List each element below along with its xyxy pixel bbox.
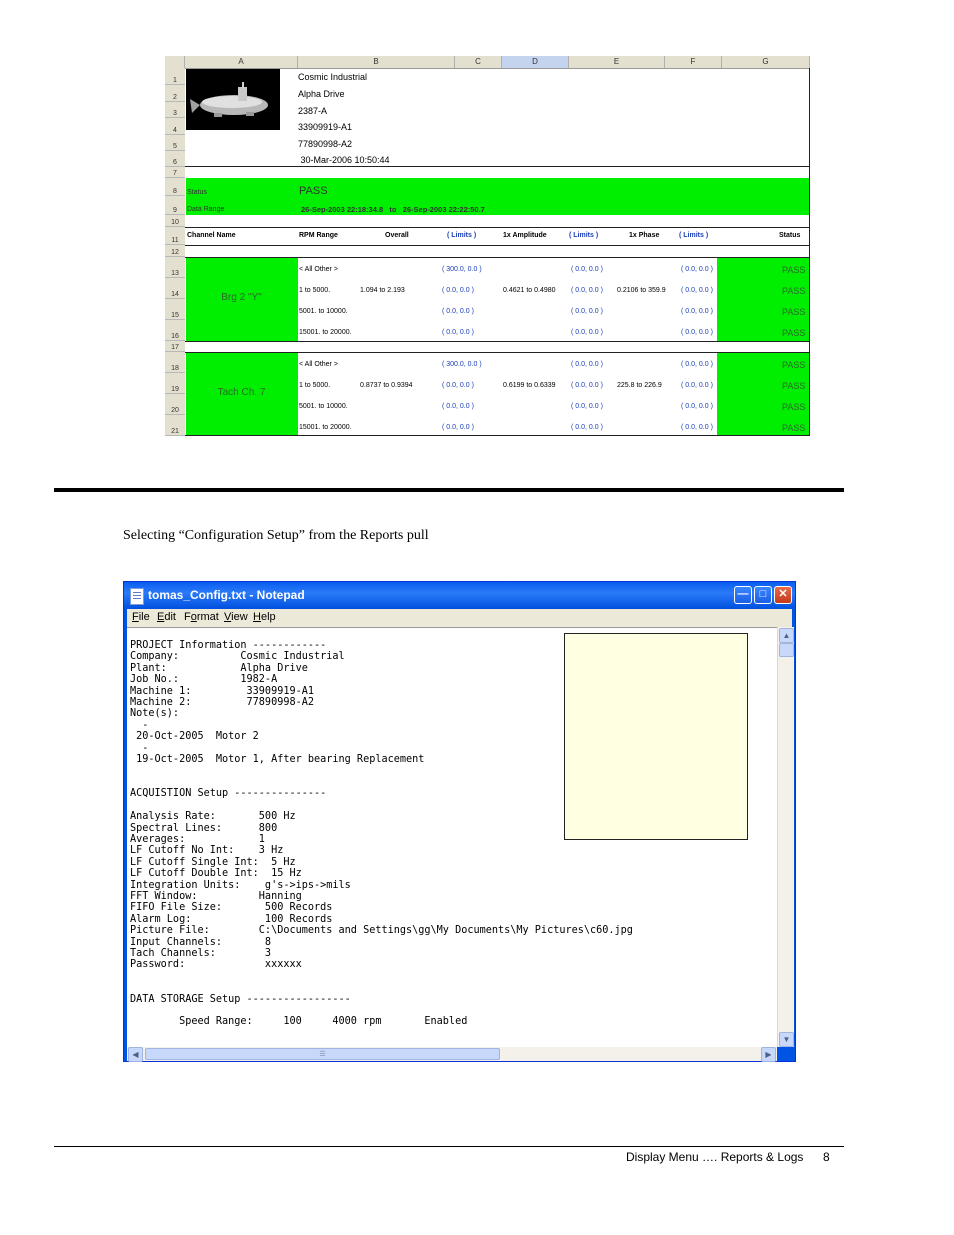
submarine-picture — [186, 69, 280, 130]
border-line — [185, 435, 810, 436]
notepad-window[interactable] — [123, 581, 796, 1062]
menu-bar — [127, 609, 792, 627]
overall-value: 1.094 to 2.193 — [360, 287, 405, 294]
horizontal-scroll-thumb[interactable] — [145, 1048, 500, 1060]
header-status: Status — [779, 232, 801, 239]
row-header-9[interactable]: 9 — [165, 196, 185, 215]
row-status: PASS — [782, 286, 806, 296]
border-line — [185, 227, 810, 228]
info-job: 2387-A — [298, 106, 328, 116]
instruction-text: Selecting “Configuration Setup” from the Reports pull — [123, 528, 429, 543]
channel-name: Brg 2 "Y" — [221, 292, 262, 303]
row-status: PASS — [782, 360, 806, 370]
scroll-right-button[interactable] — [761, 1047, 776, 1062]
spreadsheet-report — [165, 56, 810, 436]
border-line — [185, 341, 810, 342]
rpm-range: 5001. to 10000. — [299, 308, 348, 315]
row-header-19[interactable]: 19 — [165, 373, 185, 394]
overall-limits: ( 300.0, 0.0 ) — [442, 361, 482, 368]
border-line — [185, 352, 810, 353]
page-number: 8 — [823, 1150, 830, 1164]
row-header-8[interactable]: 8 — [165, 178, 185, 196]
amplitude-limits: ( 0.0, 0.0 ) — [571, 403, 603, 410]
scroll-down-button[interactable] — [779, 1032, 794, 1047]
text-editor[interactable] — [127, 627, 777, 1048]
row-header-14[interactable]: 14 — [165, 278, 185, 299]
info-machine-2: 77890998-A2 — [298, 139, 353, 149]
amplitude-value: 0.4621 to 0.4980 — [503, 287, 556, 294]
rpm-range: 1 to 5000. — [299, 287, 331, 294]
info-plant: Alpha Drive — [298, 89, 345, 99]
rpm-range: < All Other > — [299, 361, 338, 368]
border-line — [185, 257, 810, 258]
menu-file[interactable]: File — [132, 611, 150, 623]
amplitude-limits: ( 0.0, 0.0 ) — [571, 308, 603, 315]
sheet-corner[interactable] — [165, 56, 185, 68]
row-header-21[interactable]: 21 — [165, 415, 185, 436]
column-header-a[interactable]: A — [185, 56, 298, 68]
row-status: PASS — [782, 265, 806, 275]
phase-limits: ( 0.0, 0.0 ) — [681, 308, 713, 315]
row-header-15[interactable]: 15 — [165, 299, 185, 320]
amplitude-limits: ( 0.0, 0.0 ) — [571, 329, 603, 336]
data-range-value: 26-Sep-2003 22:18:34.8 to 26-Sep-2003 22:22:50.7 — [301, 205, 485, 214]
row-header-20[interactable]: 20 — [165, 394, 185, 415]
row-header-3[interactable]: 3 — [165, 102, 185, 118]
column-header-c[interactable]: C — [455, 56, 502, 68]
footer-divider — [54, 1146, 844, 1147]
header-channel-name: Channel Name — [187, 232, 236, 239]
amplitude-limits: ( 0.0, 0.0 ) — [571, 361, 603, 368]
amplitude-limits: ( 0.0, 0.0 ) — [571, 382, 603, 389]
phase-value: 225.8 to 226.9 — [617, 382, 662, 389]
border-line — [809, 68, 810, 436]
phase-limits: ( 0.0, 0.0 ) — [681, 424, 713, 431]
row-header-5[interactable]: 5 — [165, 135, 185, 151]
chevron-up-icon: ▲ — [782, 631, 791, 640]
scroll-up-button[interactable] — [779, 628, 794, 643]
scroll-left-button[interactable] — [128, 1047, 143, 1062]
phase-limits: ( 0.0, 0.0 ) — [681, 382, 713, 389]
note-callout-box — [564, 633, 748, 840]
border-line — [185, 166, 810, 167]
row-header-18[interactable]: 18 — [165, 352, 185, 373]
row-status: PASS — [782, 328, 806, 338]
row-header-7[interactable]: 7 — [165, 167, 185, 178]
chevron-left-icon: ◀ — [132, 1050, 139, 1059]
data-range-label: Data Range — [187, 206, 225, 213]
overall-limits: ( 0.0, 0.0 ) — [442, 308, 474, 315]
notepad-icon — [130, 588, 144, 605]
window-title: tomas_Config.txt - Notepad — [148, 588, 305, 602]
row-header-2[interactable]: 2 — [165, 85, 185, 102]
phase-limits: ( 0.0, 0.0 ) — [681, 403, 713, 410]
rpm-range: 15001. to 20000. — [299, 329, 352, 336]
column-header-f[interactable]: F — [665, 56, 722, 68]
column-header-d[interactable]: D — [502, 56, 569, 68]
header-overall: Overall — [385, 232, 409, 239]
overall-value: 0.8737 to 0.9394 — [360, 382, 413, 389]
header-limits-2: ( Limits ) — [569, 232, 599, 239]
section-divider — [54, 488, 844, 492]
phase-limits: ( 0.0, 0.0 ) — [681, 361, 713, 368]
overall-limits: ( 0.0, 0.0 ) — [442, 424, 474, 431]
header-phase: 1x Phase — [629, 232, 660, 239]
border-line — [185, 245, 810, 246]
row-header-1[interactable]: 1 — [165, 68, 185, 85]
column-header-bar — [165, 56, 810, 69]
title-bar[interactable] — [124, 582, 795, 609]
maximize-icon: □ — [759, 588, 767, 600]
status-band — [186, 178, 810, 215]
vertical-scroll-thumb[interactable] — [779, 643, 794, 657]
close-icon: ✕ — [778, 588, 788, 600]
phase-limits: ( 0.0, 0.0 ) — [681, 287, 713, 294]
row-header-16[interactable]: 16 — [165, 320, 185, 341]
rpm-range: 1 to 5000. — [299, 382, 331, 389]
row-header-11[interactable]: 11 — [165, 227, 185, 245]
info-machine-1: 33909919-A1 — [298, 122, 353, 132]
menu-view[interactable]: View — [224, 611, 248, 623]
row-header-4[interactable]: 4 — [165, 118, 185, 135]
document-text: PROJECT Information ------------ Company: Cosmic Industrial Plant: Alpha Drive Job No.: 1982-A Machine 1: 33909919-A1 Machine 2: 77890998-A2 Note(s): - 20-Oct-2005 Motor 2 - 19-Oct-2005 Motor 1, After bearing Replacement ACQUISTION Setup --------------- Analysis Rate: 500 Hz Spectral Lines: 800 Averages: 1 LF Cutoff No Int: 3 Hz LF Cutoff Single Int: 5 Hz LF Cutoff Double Int: 15 Hz Integration Units: g's->ips->mils FFT Window: Hanning FIFO File Size: 500 Records Alarm Log: 100 Records Picture File: C:\Documents and Settings\gg\My Documents\My Pictures\c60.jpg Input Channels: 8 Tach Channels: 3 Password: xxxxxx DATA STORAGE Setup ----------------- Speed Range: 100 4000 rpm Enabled — [130, 640, 633, 1028]
phase-limits: ( 0.0, 0.0 ) — [681, 329, 713, 336]
column-header-b[interactable]: B — [298, 56, 455, 68]
info-date: 30-Mar-2006 10:50:44 — [298, 155, 390, 165]
row-header-6[interactable]: 6 — [165, 151, 185, 167]
status-value: PASS — [299, 185, 328, 197]
row-status: PASS — [782, 381, 806, 391]
header-amplitude: 1x Amplitude — [503, 232, 547, 239]
chevron-down-icon: ▼ — [782, 1035, 791, 1044]
overall-limits: ( 0.0, 0.0 ) — [442, 382, 474, 389]
overall-limits: ( 0.0, 0.0 ) — [442, 403, 474, 410]
amplitude-limits: ( 0.0, 0.0 ) — [571, 266, 603, 273]
rpm-range: 5001. to 10000. — [299, 403, 348, 410]
menu-format[interactable]: Format — [184, 611, 219, 623]
channel-name: Tach Ch. 7 — [217, 387, 266, 398]
close-button[interactable] — [774, 586, 792, 604]
header-rpm-range: RPM Range — [299, 232, 338, 239]
row-header-12[interactable]: 12 — [165, 245, 185, 257]
horizontal-scrollbar[interactable] — [127, 1047, 777, 1061]
row-header-13[interactable]: 13 — [165, 257, 185, 278]
phase-value: 0.2106 to 359.9 — [617, 287, 666, 294]
amplitude-limits: ( 0.0, 0.0 ) — [571, 287, 603, 294]
amplitude-limits: ( 0.0, 0.0 ) — [571, 424, 603, 431]
row-header-10[interactable]: 10 — [165, 215, 185, 227]
overall-limits: ( 0.0, 0.0 ) — [442, 287, 474, 294]
header-limits-3: ( Limits ) — [679, 232, 709, 239]
chevron-right-icon: ▶ — [765, 1050, 772, 1059]
row-status: PASS — [782, 307, 806, 317]
row-status: PASS — [782, 423, 806, 433]
phase-limits: ( 0.0, 0.0 ) — [681, 266, 713, 273]
column-header-g[interactable]: G — [722, 56, 810, 68]
overall-limits: ( 300.0, 0.0 ) — [442, 266, 482, 273]
maximize-button[interactable] — [754, 586, 772, 604]
submarine-icon — [186, 69, 280, 130]
vertical-scrollbar[interactable] — [777, 627, 794, 1047]
rpm-range: 15001. to 20000. — [299, 424, 352, 431]
rpm-range: < All Other > — [299, 266, 338, 273]
status-label: Status — [187, 189, 207, 196]
minimize-icon: — — [737, 588, 749, 600]
column-header-e[interactable]: E — [569, 56, 665, 68]
row-header-17[interactable]: 17 — [165, 341, 185, 352]
minimize-button[interactable] — [734, 586, 752, 604]
amplitude-value: 0.6199 to 0.6339 — [503, 382, 556, 389]
row-status: PASS — [782, 402, 806, 412]
menu-edit[interactable]: Edit — [157, 611, 176, 623]
header-limits-1: ( Limits ) — [447, 232, 477, 239]
overall-limits: ( 0.0, 0.0 ) — [442, 329, 474, 336]
info-company: Cosmic Industrial — [298, 72, 368, 82]
grip-icon: ☰ — [319, 1051, 326, 1058]
menu-help[interactable]: Help — [253, 611, 276, 623]
footer-section-title: Display Menu …. Reports & Logs — [626, 1150, 804, 1164]
